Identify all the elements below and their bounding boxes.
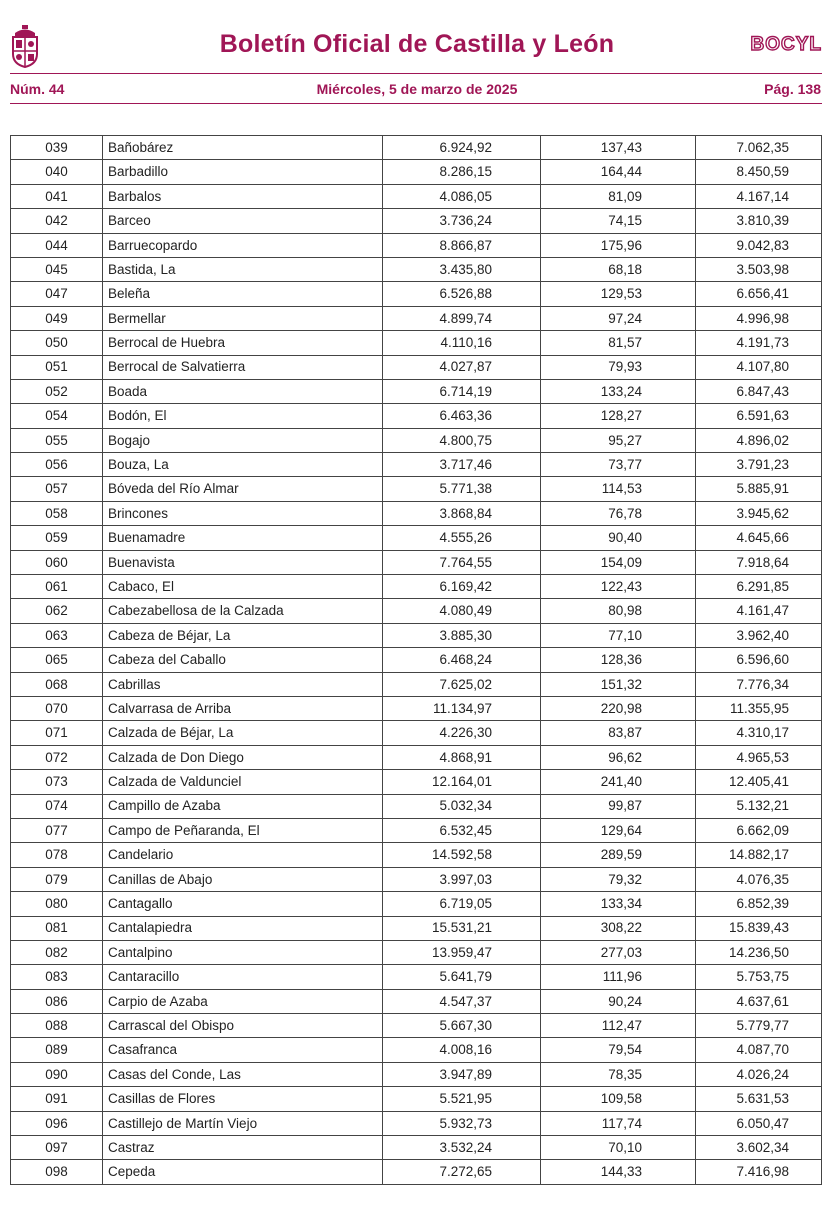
amount-total: 11.355,95: [696, 696, 822, 720]
municipality-name: Cabeza del Caballo: [103, 648, 383, 672]
municipality-name: Bodón, El: [103, 404, 383, 428]
municipality-name: Barbalos: [103, 184, 383, 208]
amount-addition: 144,33: [541, 1160, 696, 1184]
amount-base: 13.959,47: [383, 940, 541, 964]
amount-addition: 78,35: [541, 1062, 696, 1086]
table-row: [11, 501, 822, 525]
amount-base: 6.468,24: [383, 648, 541, 672]
municipality-code: 063: [11, 623, 103, 647]
municipality-code: 071: [11, 721, 103, 745]
table-row: [11, 1014, 822, 1038]
municipality-code: 090: [11, 1062, 103, 1086]
municipality-name: Barbadillo: [103, 160, 383, 184]
amount-addition: 83,87: [541, 721, 696, 745]
municipality-code: 040: [11, 160, 103, 184]
amount-total: 14.236,50: [696, 940, 822, 964]
amount-total: 6.656,41: [696, 282, 822, 306]
amount-base: 6.169,42: [383, 575, 541, 599]
amount-base: 5.032,34: [383, 794, 541, 818]
amount-total: 4.645,66: [696, 526, 822, 550]
amount-base: 4.868,91: [383, 745, 541, 769]
table-row: [11, 1062, 822, 1086]
amount-base: 3.717,46: [383, 453, 541, 477]
table-row: [11, 648, 822, 672]
municipality-code: 082: [11, 940, 103, 964]
amount-total: 6.291,85: [696, 575, 822, 599]
page-number: Pág. 138: [764, 81, 821, 97]
table-row: [11, 404, 822, 428]
amount-addition: 164,44: [541, 160, 696, 184]
municipality-name: Boada: [103, 379, 383, 403]
amount-base: 4.027,87: [383, 355, 541, 379]
amount-base: 3.885,30: [383, 623, 541, 647]
table-row: [11, 1038, 822, 1062]
amount-base: 6.463,36: [383, 404, 541, 428]
municipality-code: 056: [11, 453, 103, 477]
amount-addition: 175,96: [541, 233, 696, 257]
municipality-code: 081: [11, 916, 103, 940]
amount-addition: 128,27: [541, 404, 696, 428]
municipality-name: Casafranca: [103, 1038, 383, 1062]
table-row: [11, 233, 822, 257]
amount-total: 4.026,24: [696, 1062, 822, 1086]
municipality-name: Candelario: [103, 843, 383, 867]
amount-total: 8.450,59: [696, 160, 822, 184]
municipality-name: Bouza, La: [103, 453, 383, 477]
table-row: [11, 965, 822, 989]
municipality-code: 077: [11, 818, 103, 842]
amount-base: 5.641,79: [383, 965, 541, 989]
municipality-code: 088: [11, 1014, 103, 1038]
amount-addition: 79,54: [541, 1038, 696, 1062]
amount-total: 4.161,47: [696, 599, 822, 623]
municipality-name: Buenavista: [103, 550, 383, 574]
amount-base: 6.532,45: [383, 818, 541, 842]
header-rule-top: [10, 73, 822, 74]
amount-total: 3.810,39: [696, 209, 822, 233]
amount-addition: 128,36: [541, 648, 696, 672]
municipality-name: Cantalpino: [103, 940, 383, 964]
amount-base: 3.736,24: [383, 209, 541, 233]
amount-addition: 129,53: [541, 282, 696, 306]
table-row: [11, 477, 822, 501]
amount-total: 12.405,41: [696, 770, 822, 794]
amount-base: 4.080,49: [383, 599, 541, 623]
amount-base: 4.547,37: [383, 989, 541, 1013]
amount-total: 3.962,40: [696, 623, 822, 647]
amount-addition: 90,40: [541, 526, 696, 550]
municipality-code: 070: [11, 696, 103, 720]
amount-total: 6.662,09: [696, 818, 822, 842]
table-row: [11, 209, 822, 233]
table-row: [11, 1111, 822, 1135]
municipality-name: Cantalapiedra: [103, 916, 383, 940]
municipality-name: Campillo de Azaba: [103, 794, 383, 818]
municipality-code: 078: [11, 843, 103, 867]
amount-addition: 289,59: [541, 843, 696, 867]
municipality-name: Canillas de Abajo: [103, 867, 383, 891]
municipality-code: 052: [11, 379, 103, 403]
municipality-code: 096: [11, 1111, 103, 1135]
amount-total: 4.965,53: [696, 745, 822, 769]
amount-base: 4.110,16: [383, 331, 541, 355]
amount-addition: 308,22: [541, 916, 696, 940]
amount-total: 5.885,91: [696, 477, 822, 501]
municipality-name: Berrocal de Salvatierra: [103, 355, 383, 379]
amount-addition: 122,43: [541, 575, 696, 599]
municipality-code: 041: [11, 184, 103, 208]
table-row: [11, 282, 822, 306]
municipality-name: Casillas de Flores: [103, 1087, 383, 1111]
amount-base: 7.764,55: [383, 550, 541, 574]
amount-total: 7.062,35: [696, 136, 822, 160]
amount-total: 4.310,17: [696, 721, 822, 745]
table-row: [11, 916, 822, 940]
table-row: [11, 331, 822, 355]
amount-total: 4.076,35: [696, 867, 822, 891]
amount-addition: 79,93: [541, 355, 696, 379]
municipality-name: Calzada de Valdunciel: [103, 770, 383, 794]
municipality-name: Cabeza de Béjar, La: [103, 623, 383, 647]
municipality-name: Bogajo: [103, 428, 383, 452]
municipality-code: 059: [11, 526, 103, 550]
municipality-code: 068: [11, 672, 103, 696]
amount-total: 4.996,98: [696, 306, 822, 330]
amount-total: 5.753,75: [696, 965, 822, 989]
municipality-code: 058: [11, 501, 103, 525]
municipality-name: Cabrillas: [103, 672, 383, 696]
amount-total: 3.503,98: [696, 257, 822, 281]
municipality-code: 057: [11, 477, 103, 501]
amount-total: 4.167,14: [696, 184, 822, 208]
amount-total: 6.050,47: [696, 1111, 822, 1135]
municipality-code: 080: [11, 892, 103, 916]
amount-base: 7.272,65: [383, 1160, 541, 1184]
amount-base: 4.226,30: [383, 721, 541, 745]
amount-addition: 129,64: [541, 818, 696, 842]
amount-addition: 137,43: [541, 136, 696, 160]
municipality-code: 047: [11, 282, 103, 306]
table-row: [11, 306, 822, 330]
municipality-name: Berrocal de Huebra: [103, 331, 383, 355]
amount-base: 8.286,15: [383, 160, 541, 184]
municipality-name: Castraz: [103, 1136, 383, 1160]
amount-total: 5.779,77: [696, 1014, 822, 1038]
municipality-name: Bermellar: [103, 306, 383, 330]
table-row: [11, 818, 822, 842]
amount-addition: 81,57: [541, 331, 696, 355]
municipality-code: 049: [11, 306, 103, 330]
amount-addition: 99,87: [541, 794, 696, 818]
municipality-name: Beleña: [103, 282, 383, 306]
amount-base: 3.435,80: [383, 257, 541, 281]
municipality-name: Carrascal del Obispo: [103, 1014, 383, 1038]
municipality-code: 098: [11, 1160, 103, 1184]
amount-total: 6.596,60: [696, 648, 822, 672]
municipality-code: 086: [11, 989, 103, 1013]
amount-addition: 154,09: [541, 550, 696, 574]
municipality-name: Buenamadre: [103, 526, 383, 550]
table-row: [11, 770, 822, 794]
amount-addition: 81,09: [541, 184, 696, 208]
table-row: [11, 623, 822, 647]
amount-addition: 95,27: [541, 428, 696, 452]
amount-total: 4.637,61: [696, 989, 822, 1013]
amount-base: 4.008,16: [383, 1038, 541, 1062]
municipality-code: 074: [11, 794, 103, 818]
municipality-name: Bastida, La: [103, 257, 383, 281]
amount-addition: 74,15: [541, 209, 696, 233]
table-row: [11, 599, 822, 623]
municipality-code: 055: [11, 428, 103, 452]
amount-total: 4.896,02: [696, 428, 822, 452]
table-row: [11, 892, 822, 916]
municipality-code: 072: [11, 745, 103, 769]
amount-addition: 133,34: [541, 892, 696, 916]
amount-addition: 133,24: [541, 379, 696, 403]
amount-base: 4.555,26: [383, 526, 541, 550]
amount-total: 4.107,80: [696, 355, 822, 379]
municipality-name: Carpio de Azaba: [103, 989, 383, 1013]
amount-total: 4.087,70: [696, 1038, 822, 1062]
issue-date: Miércoles, 5 de marzo de 2025: [316, 81, 518, 97]
amount-addition: 90,24: [541, 989, 696, 1013]
municipality-name: Calzada de Béjar, La: [103, 721, 383, 745]
municipality-name: Brincones: [103, 501, 383, 525]
municipality-name: Cabaco, El: [103, 575, 383, 599]
municipality-code: 061: [11, 575, 103, 599]
table-row: [11, 745, 822, 769]
table-body: [11, 136, 822, 1185]
municipality-code: 091: [11, 1087, 103, 1111]
amount-base: 6.719,05: [383, 892, 541, 916]
amount-addition: 220,98: [541, 696, 696, 720]
amount-addition: 117,74: [541, 1111, 696, 1135]
municipality-name: Campo de Peñaranda, El: [103, 818, 383, 842]
amount-base: 3.868,84: [383, 501, 541, 525]
amount-base: 4.800,75: [383, 428, 541, 452]
municipality-name: Calvarrasa de Arriba: [103, 696, 383, 720]
amount-addition: 80,98: [541, 599, 696, 623]
amount-base: 5.667,30: [383, 1014, 541, 1038]
table-row: [11, 160, 822, 184]
municipality-code: 065: [11, 648, 103, 672]
amount-base: 6.924,92: [383, 136, 541, 160]
municipality-name: Cantagallo: [103, 892, 383, 916]
municipality-code: 097: [11, 1136, 103, 1160]
amount-total: 3.602,34: [696, 1136, 822, 1160]
table-row: [11, 672, 822, 696]
issue-number: Núm. 44: [10, 81, 65, 97]
amount-base: 4.086,05: [383, 184, 541, 208]
amount-base: 11.134,97: [383, 696, 541, 720]
municipality-code: 060: [11, 550, 103, 574]
municipality-name: Calzada de Don Diego: [103, 745, 383, 769]
amount-total: 9.042,83: [696, 233, 822, 257]
municipality-code: 042: [11, 209, 103, 233]
amount-total: 7.918,64: [696, 550, 822, 574]
amount-base: 5.521,95: [383, 1087, 541, 1111]
amount-total: 7.416,98: [696, 1160, 822, 1184]
municipality-code: 073: [11, 770, 103, 794]
amount-total: 3.791,23: [696, 453, 822, 477]
amount-base: 3.532,24: [383, 1136, 541, 1160]
municipality-code: 039: [11, 136, 103, 160]
table-row: [11, 843, 822, 867]
table-row: [11, 550, 822, 574]
municipality-name: Barruecopardo: [103, 233, 383, 257]
table-row: [11, 1136, 822, 1160]
amount-addition: 114,53: [541, 477, 696, 501]
municipality-name: Cantaracillo: [103, 965, 383, 989]
table-row: [11, 696, 822, 720]
table-row: [11, 355, 822, 379]
page-title: Boletín Oficial de Castilla y León: [219, 30, 615, 58]
amount-total: 4.191,73: [696, 331, 822, 355]
municipality-name: Casas del Conde, Las: [103, 1062, 383, 1086]
table-row: [11, 1087, 822, 1111]
municipality-code: 050: [11, 331, 103, 355]
amount-total: 6.847,43: [696, 379, 822, 403]
amount-addition: 68,18: [541, 257, 696, 281]
amount-total: 6.591,63: [696, 404, 822, 428]
amount-base: 6.714,19: [383, 379, 541, 403]
municipality-code: 062: [11, 599, 103, 623]
table-row: [11, 428, 822, 452]
municipality-code: 051: [11, 355, 103, 379]
amount-total: 5.132,21: [696, 794, 822, 818]
amount-total: 6.852,39: [696, 892, 822, 916]
table-row: [11, 940, 822, 964]
municipality-code: 079: [11, 867, 103, 891]
amount-total: 7.776,34: [696, 672, 822, 696]
data-table: [10, 135, 822, 1185]
table-row: [11, 721, 822, 745]
amount-base: 7.625,02: [383, 672, 541, 696]
amount-base: 8.866,87: [383, 233, 541, 257]
municipality-name: Bóveda del Río Almar: [103, 477, 383, 501]
amount-base: 5.932,73: [383, 1111, 541, 1135]
municipality-name: Barceo: [103, 209, 383, 233]
amount-addition: 70,10: [541, 1136, 696, 1160]
municipality-name: Cabezabellosa de la Calzada: [103, 599, 383, 623]
amount-total: 14.882,17: [696, 843, 822, 867]
amount-base: 3.947,89: [383, 1062, 541, 1086]
amount-addition: 77,10: [541, 623, 696, 647]
table-row: [11, 1160, 822, 1184]
amount-addition: 111,96: [541, 965, 696, 989]
municipality-code: 083: [11, 965, 103, 989]
table-row: [11, 794, 822, 818]
municipality-code: 089: [11, 1038, 103, 1062]
municipality-code: 044: [11, 233, 103, 257]
amount-base: 5.771,38: [383, 477, 541, 501]
table-row: [11, 575, 822, 599]
page-header: [0, 0, 834, 110]
table-row: [11, 453, 822, 477]
municipality-code: 045: [11, 257, 103, 281]
amount-addition: 97,24: [541, 306, 696, 330]
amount-total: 5.631,53: [696, 1087, 822, 1111]
amount-total: 3.945,62: [696, 501, 822, 525]
amount-addition: 73,77: [541, 453, 696, 477]
municipality-name: Castillejo de Martín Viejo: [103, 1111, 383, 1135]
amount-base: 12.164,01: [383, 770, 541, 794]
header-rule-bottom: [10, 103, 822, 104]
amount-addition: 112,47: [541, 1014, 696, 1038]
amount-addition: 109,58: [541, 1087, 696, 1111]
municipality-name: Cepeda: [103, 1160, 383, 1184]
table-row: [11, 257, 822, 281]
amount-addition: 151,32: [541, 672, 696, 696]
amount-base: 14.592,58: [383, 843, 541, 867]
table-row: [11, 379, 822, 403]
amount-addition: 241,40: [541, 770, 696, 794]
amount-addition: 79,32: [541, 867, 696, 891]
amount-addition: 76,78: [541, 501, 696, 525]
amount-base: 6.526,88: [383, 282, 541, 306]
municipality-name: Bañobárez: [103, 136, 383, 160]
amount-total: 15.839,43: [696, 916, 822, 940]
table-row: [11, 867, 822, 891]
bocyl-logo: BOCYL: [750, 34, 822, 55]
table-row: [11, 989, 822, 1013]
amount-addition: 277,03: [541, 940, 696, 964]
municipality-code: 054: [11, 404, 103, 428]
table-row: [11, 526, 822, 550]
amount-base: 4.899,74: [383, 306, 541, 330]
table-row: [11, 184, 822, 208]
table-row: [11, 136, 822, 160]
amount-addition: 96,62: [541, 745, 696, 769]
amount-base: 3.997,03: [383, 867, 541, 891]
amount-base: 15.531,21: [383, 916, 541, 940]
